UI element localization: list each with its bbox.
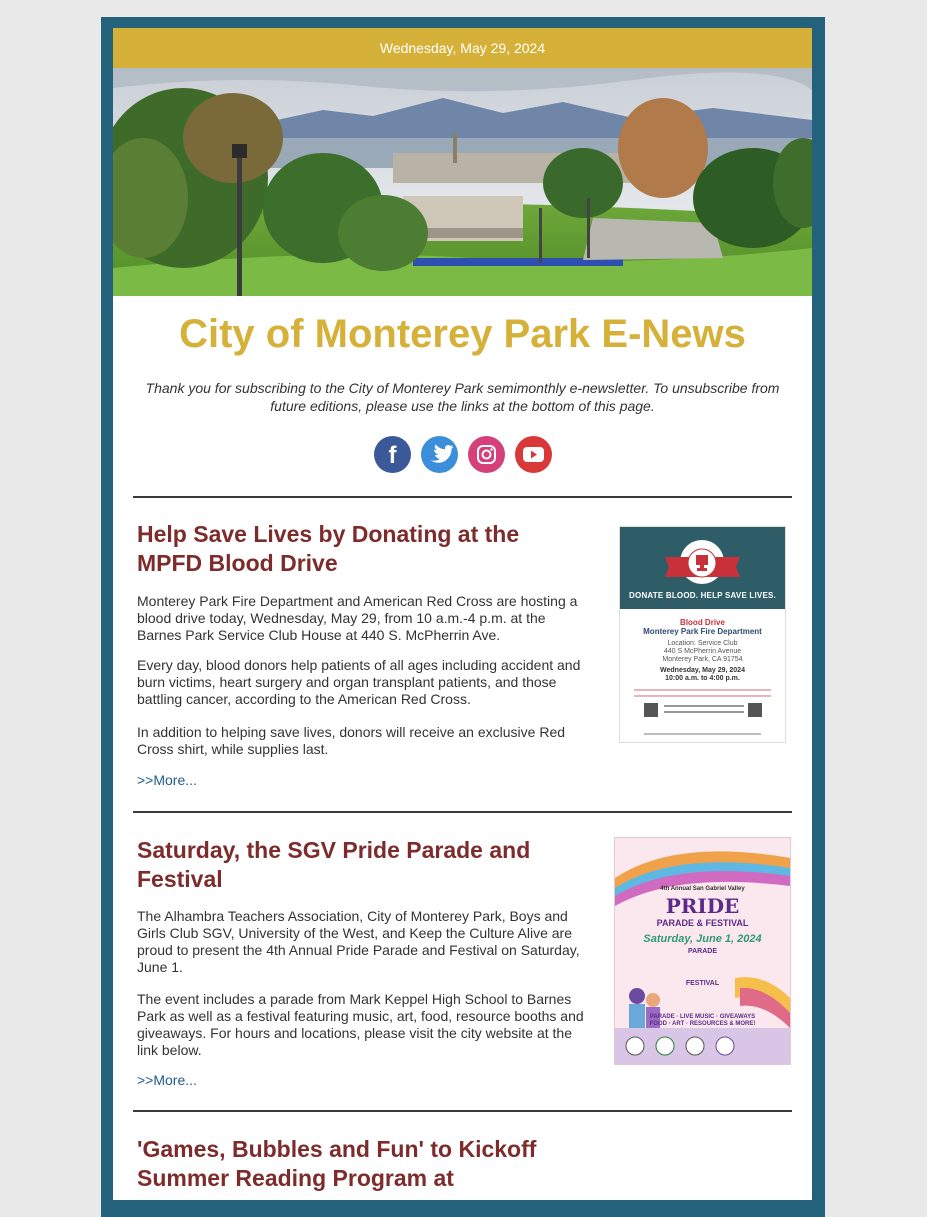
flyer-location: Location: Service Club [667,640,738,647]
pride-features: PARADE · LIVE MUSIC · GIVEAWAYS [649,1014,756,1020]
issue-date: Wednesday, May 29, 2024 [379,40,546,56]
newsletter-page [113,28,812,1200]
newsletter-title: City of Monterey Park E-News [179,312,746,356]
article-1-headline-line: Help Save Lives by Donating at the [137,521,520,547]
text-line: proud to present the 4th Annual Pride Parade and Festival on Saturday, [137,942,580,958]
text-line: In addition to helping save lives, donors will receive an exclusive Red [137,724,566,740]
section-divider [133,811,792,813]
pride-subtitle: PARADE & FESTIVAL [656,918,749,928]
youtube-icon[interactable] [515,436,552,473]
facebook-glyph: f [388,442,396,469]
article-1-more-link[interactable]: >>More... [137,772,197,788]
article-2-headline-line: Saturday, the SGV Pride Parade and [137,837,531,863]
article-3-headline-line: 'Games, Bubbles and Fun' to Kickoff [137,1136,537,1162]
date-bar [113,28,812,68]
pride-parade-label: PARADE [687,948,718,955]
pride-features: FOOD · ART · RESOURCES & MORE! [649,1021,756,1027]
article-1-paragraph-3 [137,724,587,758]
flyer-fineprint [664,711,744,713]
article-2-headline-line: Festival [137,866,223,892]
social-links [113,436,812,474]
flyer-fineprint [634,695,771,697]
flyer-fineprint [634,689,771,691]
article-1-headline-line: MPFD Blood Drive [137,550,338,576]
section-divider [133,1110,792,1112]
pride-festival-label: FESTIVAL [685,980,720,987]
text-line: Every day, blood donors help patients of all ages including accident and [137,657,581,673]
flyer-tagline: DONATE BLOOD. HELP SAVE LIVES. [629,591,776,600]
article-1-headline[interactable] [137,520,587,578]
pride-small-title: 4th Annual San Gabriel Valley [660,886,745,892]
flyer-fineprint [664,705,744,707]
hero-image [113,68,812,296]
pride-title: PRIDE [665,894,740,918]
article-1-paragraph-1 [137,593,587,644]
flyer-heading: Blood Drive [680,618,725,627]
text-line: Barnes Park Service Club House at 440 S. McPherrin Ave. [137,627,501,643]
flyer-banner [620,527,785,609]
article-1-paragraph-2 [137,657,587,708]
article-2-paragraph-1 [137,908,587,976]
text-line: Cross shirt, while supplies last. [137,741,329,757]
intro-text: Thank you for subscribing to the City of Monterey Park semimonthly e-newsletter. To unsubscribe from future editions, please use the links at the bottom of this page. [145,380,780,414]
flyer-location: Monterey Park, CA 91754 [662,656,743,663]
flyer-time: 10:00 a.m. to 4:00 p.m. [665,675,740,682]
facebook-icon[interactable] [374,436,411,473]
text-line: burn victims, heart surgery and organ transplant patients, and those [137,674,557,690]
pride-date: Saturday, June 1, 2024 [643,933,762,945]
text-line: link below. [137,1042,202,1058]
text-line: Park as well as a festival featuring music, art, food, resource booths and [137,1008,584,1024]
article-2-headline[interactable] [137,836,587,894]
article-2-more-link[interactable]: >>More... [137,1072,197,1088]
blood-drive-flyer[interactable] [619,526,786,743]
text-line: The Alhambra Teachers Association, City of Monterey Park, Boys and [137,908,568,924]
qr-code [748,703,762,717]
text-line: The event includes a parade from Mark Keppel High School to Barnes [137,991,572,1007]
flyer-date: Wednesday, May 29, 2024 [660,667,745,674]
twitter-icon[interactable] [421,436,458,473]
text-line: battling cancer, according to the American Red Cross. [137,691,471,707]
flyer-org: Monterey Park Fire Department [643,627,762,636]
article-3-headline-line: Summer Reading Program at [137,1165,454,1191]
text-line: Monterey Park Fire Department and American Red Cross are hosting a [137,593,578,609]
instagram-icon[interactable] [468,436,505,473]
flyer-location: 440 S McPherrin Avenue [663,648,742,655]
pride-flyer[interactable] [614,837,791,1065]
article-2-paragraph-2 [137,991,587,1059]
text-line: blood drive today, Wednesday, May 29, from 10 a.m.-4 p.m. at the [137,610,546,626]
article-3-headline[interactable] [137,1135,587,1193]
text-line: giveaways. For hours and locations, please visit the city website at the [137,1025,572,1041]
text-line: June 1. [137,959,183,975]
flyer-footer [644,733,761,735]
text-line: Girls Club SGV, University of the West, and Keep the Culture Alive are [137,925,572,941]
qr-code [644,703,658,717]
section-divider [133,496,792,498]
